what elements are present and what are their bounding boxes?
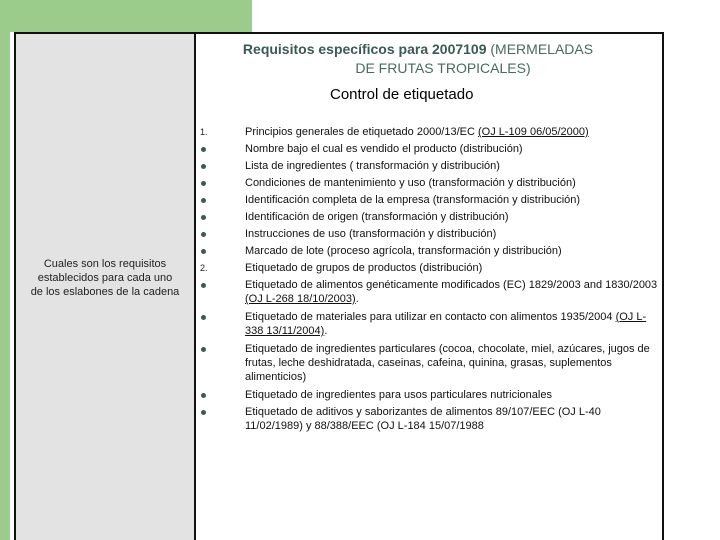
left-line-2: establecidos para cada uno [37,272,173,284]
bullet-dot-icon [201,283,206,288]
item-text: Condiciones de mantenimiento y uso (transformación y distribución) [245,177,576,189]
item-text: Marcado de lote (proceso agrícola, transformación y distribución) [245,245,562,257]
list-item [200,192,660,209]
bullet-dot-icon [201,147,206,152]
item-text: Principios generales de etiquetado 2000/13/EC [245,126,475,138]
list-number: 2. [200,263,208,273]
list-item-text [245,141,523,156]
bullet-dot-icon [201,315,206,320]
item-punctuation: . [324,325,328,337]
bullet-icon [200,175,245,192]
list-item-text [245,192,580,207]
bullet-dot-icon [201,198,206,203]
bullet-icon [200,404,245,421]
left-column-text [16,257,194,299]
list-item [200,124,660,141]
list-item-text [245,226,496,241]
list-item-text [245,243,562,258]
item-text: Instrucciones de uso (transformación y distribución) [245,228,497,240]
list-item [200,404,660,433]
bullet-dot-icon [201,347,206,352]
bullet-dot-icon [201,410,206,415]
bullet-icon [200,309,245,326]
bullet-icon [200,192,245,209]
bullet-dot-icon [201,215,206,220]
list-item [200,387,660,404]
item-text: Nombre bajo el cual es vendido el producto (distribución) [245,143,523,155]
bullet-icon [200,387,245,404]
list-number: 1. [200,127,208,137]
item-text: Etiquetado de ingredientes particulares (cocoa, chocolate, miel, azúcares, jugos de frutas, leche deshidratada, caseinas, cafeina, quinina, grasas, suplementos alimenticios) [245,343,650,383]
list-item [200,158,660,175]
page-title [188,40,648,78]
list-item-text [245,309,660,338]
list-item [200,141,660,158]
bullet-dot-icon [201,164,206,169]
bullet-icon [200,341,245,358]
item-text: Identificación de origen (transformación y distribución) [245,211,509,223]
item-text: Identificación completa de la empresa (transformación y distribución) [245,194,581,206]
item-reference: (OJ L-338 13/11/2004) [245,311,647,337]
bullet-icon [200,158,245,175]
title-bold: Requisitos específicos para 2007109 [242,41,487,57]
bullet-icon [200,243,245,260]
requirements-list [200,124,660,433]
list-item [200,175,660,192]
item-text: Etiquetado de alimentos genéticamente modificados (EC) 1829/2003 and 1830/2003 [245,279,658,291]
decorative-side-bar [0,0,10,540]
bullet-icon [200,226,245,243]
list-item [200,341,660,384]
list-item-text [245,387,552,402]
bullet-icon [200,141,245,158]
bullet-dot-icon [201,232,206,237]
list-item [200,309,660,338]
item-reference: (OJ L-268 18/10/2003) [245,293,356,305]
list-item [200,209,660,226]
decorative-top-bar [0,0,252,32]
list-item-text [245,158,500,173]
bullet-dot-icon [201,181,206,186]
list-item-text [245,404,660,433]
item-text: Etiquetado de ingredientes para usos particulares nutricionales [245,389,552,401]
bullet-icon [200,209,245,226]
title-rest: (MERMELADAS [490,41,594,57]
list-item-text [245,124,589,139]
list-item [200,243,660,260]
list-item-text [245,277,660,306]
bullet-dot-icon [201,249,206,254]
list-item-text [245,341,660,384]
list-item [200,260,660,277]
item-text: Etiquetado de materiales para utilizar en contacto con alimentos 1935/2004 [245,311,613,323]
bullet-dot-icon [201,393,206,398]
section-subtitle: Control de etiquetado [330,86,474,103]
item-text: Etiquetado de grupos de productos (distribución) [245,262,483,274]
list-item-text [245,209,509,224]
left-column [16,34,196,540]
left-line-1: Cuales son los requisitos [43,258,167,270]
list-item [200,277,660,306]
list-item-text [245,260,482,275]
item-text: Lista de ingredientes ( transformación y distribución) [245,160,500,172]
item-text: Etiquetado de aditivos y saborizantes de alimentos 89/107/EEC (OJ L-40 11/02/1989) y 88/388/EEC (OJ L-184 15/07/1988 [245,406,601,432]
list-item [200,226,660,243]
left-line-3: de los eslabones de la cadena [30,286,180,298]
bullet-icon [200,277,245,294]
title-line-2: DE FRUTAS TROPICALES) [355,60,531,76]
list-item-text [245,175,576,190]
item-reference: (OJ L-109 06/05/2000) [478,126,589,138]
item-punctuation: . [355,293,359,305]
